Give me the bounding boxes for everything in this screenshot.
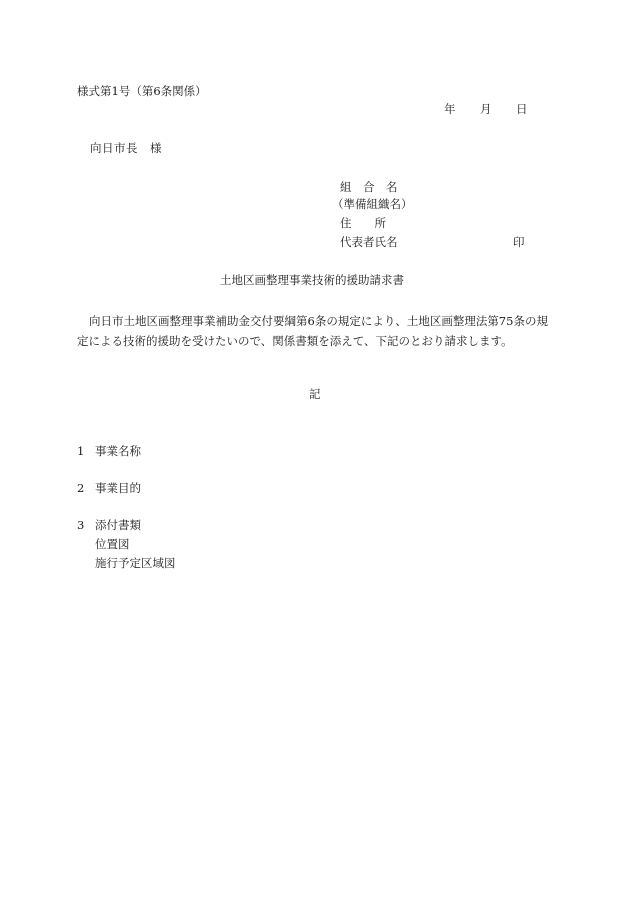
applicant-representative-label: 代表者氏名 (340, 235, 398, 249)
applicant-address-label: 住 所 (340, 216, 386, 230)
applicant-name-label: 組 合 名 (340, 180, 398, 194)
seal-mark: 印 (513, 235, 525, 249)
attachment-item: 位置図 (95, 537, 130, 551)
item-number: 3 (77, 518, 85, 532)
date-month-label: 月 (480, 102, 492, 116)
document-title: 土地区画整理事業技術的援助請求書 (220, 273, 404, 287)
form-number: 様式第1号（第6条関係） (77, 84, 207, 98)
date-year-label: 年 (444, 102, 456, 116)
body-paragraph: 向日市土地区画整理事業補助金交付要綱第6条の規定により、土地区画整理法第75条の規定による技術的援助を受けたいので、関係書類を添えて、下記のとおり請求します。 (77, 314, 548, 348)
ki-heading: 記 (309, 387, 321, 401)
addressee: 向日市長 様 (90, 141, 162, 155)
attachment-item: 施行予定区域図 (95, 556, 176, 570)
applicant-prep-org-label: （準備組織名） (332, 197, 413, 211)
item-number: 1 (77, 444, 85, 458)
date-day-label: 日 (516, 102, 528, 116)
item-label-project-purpose: 事業目的 (95, 481, 141, 495)
item-number: 2 (77, 481, 85, 495)
item-label-attachments: 添付書類 (95, 518, 141, 532)
item-label-project-name: 事業名称 (95, 444, 141, 458)
